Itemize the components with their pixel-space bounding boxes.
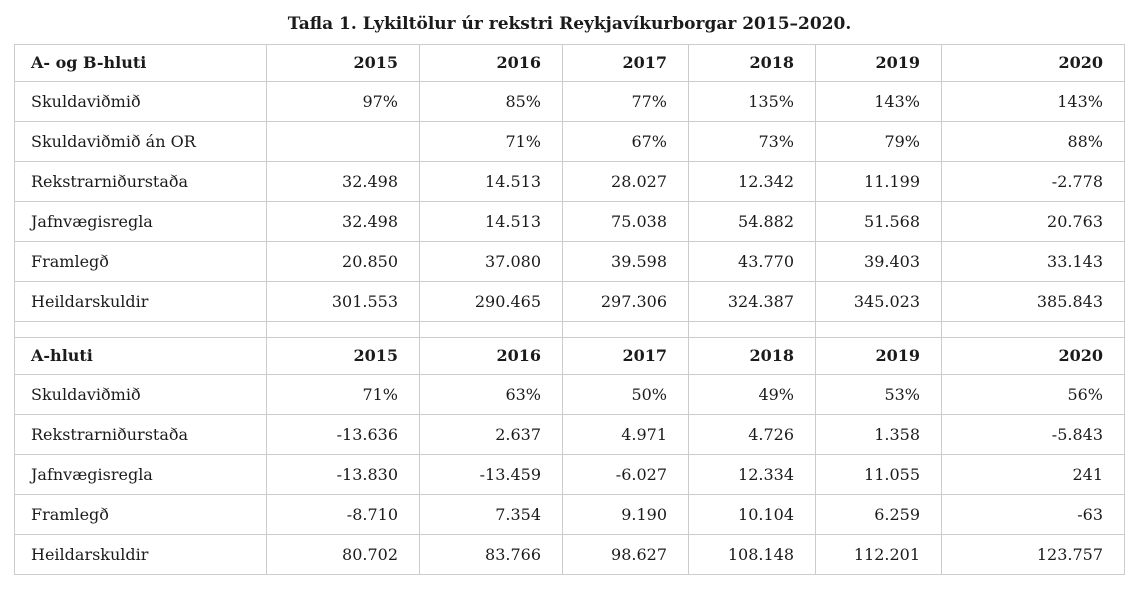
value-cell: 37.080 <box>420 242 563 282</box>
spacer-cell <box>942 322 1125 338</box>
table-row <box>15 82 1125 122</box>
value-cell: 85% <box>420 82 563 122</box>
value-cell: 63% <box>420 375 563 415</box>
value-cell: 88% <box>942 122 1125 162</box>
year-header-cell: 2019 <box>816 45 942 82</box>
value-cell: -13.636 <box>267 415 420 455</box>
value-cell: 71% <box>267 375 420 415</box>
spacer-cell <box>689 322 816 338</box>
value-cell: -63 <box>942 495 1125 535</box>
value-cell: 20.763 <box>942 202 1125 242</box>
year-header-cell: 2018 <box>689 45 816 82</box>
row-label-cell: Skuldaviðmið <box>15 375 267 415</box>
spacer-cell <box>816 322 942 338</box>
key-figures-table <box>14 44 1125 575</box>
value-cell: 33.143 <box>942 242 1125 282</box>
value-cell: 112.201 <box>816 535 942 575</box>
section-header-row <box>15 338 1125 375</box>
value-cell: -2.778 <box>942 162 1125 202</box>
year-header-cell: 2016 <box>420 338 563 375</box>
row-label-cell: Heildarskuldir <box>15 535 267 575</box>
spacer-cell <box>267 322 420 338</box>
section-title-cell: A- og B-hluti <box>15 45 267 82</box>
value-cell: 123.757 <box>942 535 1125 575</box>
value-cell: 56% <box>942 375 1125 415</box>
value-cell: 51.568 <box>816 202 942 242</box>
spacer-cell <box>15 322 267 338</box>
year-header-cell: 2019 <box>816 338 942 375</box>
value-cell: 39.403 <box>816 242 942 282</box>
value-cell: 4.971 <box>563 415 689 455</box>
section-spacer-row <box>15 322 1125 338</box>
value-cell: 301.553 <box>267 282 420 322</box>
table-row <box>15 375 1125 415</box>
table-row <box>15 495 1125 535</box>
value-cell: 143% <box>942 82 1125 122</box>
year-header-cell: 2018 <box>689 338 816 375</box>
value-cell: 7.354 <box>420 495 563 535</box>
table-row <box>15 455 1125 495</box>
value-cell: 20.850 <box>267 242 420 282</box>
year-header-cell: 2020 <box>942 338 1125 375</box>
value-cell: 11.055 <box>816 455 942 495</box>
value-cell: 32.498 <box>267 202 420 242</box>
value-cell: -13.459 <box>420 455 563 495</box>
value-cell: 324.387 <box>689 282 816 322</box>
value-cell: 98.627 <box>563 535 689 575</box>
value-cell: 43.770 <box>689 242 816 282</box>
value-cell <box>267 122 420 162</box>
value-cell: -5.843 <box>942 415 1125 455</box>
value-cell: 32.498 <box>267 162 420 202</box>
value-cell: 135% <box>689 82 816 122</box>
value-cell: 54.882 <box>689 202 816 242</box>
value-cell: 290.465 <box>420 282 563 322</box>
year-header-cell: 2020 <box>942 45 1125 82</box>
value-cell: -6.027 <box>563 455 689 495</box>
value-cell: 1.358 <box>816 415 942 455</box>
table-row <box>15 202 1125 242</box>
row-label-cell: Framlegð <box>15 495 267 535</box>
row-label-cell: Heildarskuldir <box>15 282 267 322</box>
value-cell: 79% <box>816 122 942 162</box>
value-cell: 77% <box>563 82 689 122</box>
row-label-cell: Skuldaviðmið <box>15 82 267 122</box>
year-header-cell: 2017 <box>563 338 689 375</box>
value-cell: 6.259 <box>816 495 942 535</box>
value-cell: 345.023 <box>816 282 942 322</box>
value-cell: 12.342 <box>689 162 816 202</box>
row-label-cell: Rekstrarniðurstaða <box>15 162 267 202</box>
value-cell: 11.199 <box>816 162 942 202</box>
section-title-cell: A-hluti <box>15 338 267 375</box>
value-cell: 83.766 <box>420 535 563 575</box>
table-row <box>15 415 1125 455</box>
table-row <box>15 162 1125 202</box>
table-row <box>15 122 1125 162</box>
value-cell: -13.830 <box>267 455 420 495</box>
value-cell: 71% <box>420 122 563 162</box>
row-label-cell: Jafnvægisregla <box>15 202 267 242</box>
row-label-cell: Skuldaviðmið án OR <box>15 122 267 162</box>
section-header-row <box>15 45 1125 82</box>
value-cell: 12.334 <box>689 455 816 495</box>
value-cell: 49% <box>689 375 816 415</box>
value-cell: 14.513 <box>420 202 563 242</box>
year-header-cell: 2015 <box>267 45 420 82</box>
table-row <box>15 535 1125 575</box>
value-cell: -8.710 <box>267 495 420 535</box>
value-cell: 67% <box>563 122 689 162</box>
value-cell: 241 <box>942 455 1125 495</box>
value-cell: 50% <box>563 375 689 415</box>
value-cell: 53% <box>816 375 942 415</box>
key-figures-tbody <box>15 45 1125 575</box>
row-label-cell: Framlegð <box>15 242 267 282</box>
value-cell: 4.726 <box>689 415 816 455</box>
value-cell: 75.038 <box>563 202 689 242</box>
value-cell: 143% <box>816 82 942 122</box>
value-cell: 9.190 <box>563 495 689 535</box>
table-row <box>15 282 1125 322</box>
spacer-cell <box>563 322 689 338</box>
value-cell: 108.148 <box>689 535 816 575</box>
value-cell: 28.027 <box>563 162 689 202</box>
table-caption: Tafla 1. Lykiltölur úr rekstri Reykjavíkurborgar 2015–2020. <box>287 14 852 34</box>
value-cell: 39.598 <box>563 242 689 282</box>
row-label-cell: Rekstrarniðurstaða <box>15 415 267 455</box>
year-header-cell: 2015 <box>267 338 420 375</box>
spacer-cell <box>420 322 563 338</box>
value-cell: 385.843 <box>942 282 1125 322</box>
value-cell: 297.306 <box>563 282 689 322</box>
value-cell: 14.513 <box>420 162 563 202</box>
table-row <box>15 242 1125 282</box>
year-header-cell: 2017 <box>563 45 689 82</box>
row-label-cell: Jafnvægisregla <box>15 455 267 495</box>
value-cell: 73% <box>689 122 816 162</box>
value-cell: 80.702 <box>267 535 420 575</box>
value-cell: 97% <box>267 82 420 122</box>
year-header-cell: 2016 <box>420 45 563 82</box>
value-cell: 2.637 <box>420 415 563 455</box>
value-cell: 10.104 <box>689 495 816 535</box>
